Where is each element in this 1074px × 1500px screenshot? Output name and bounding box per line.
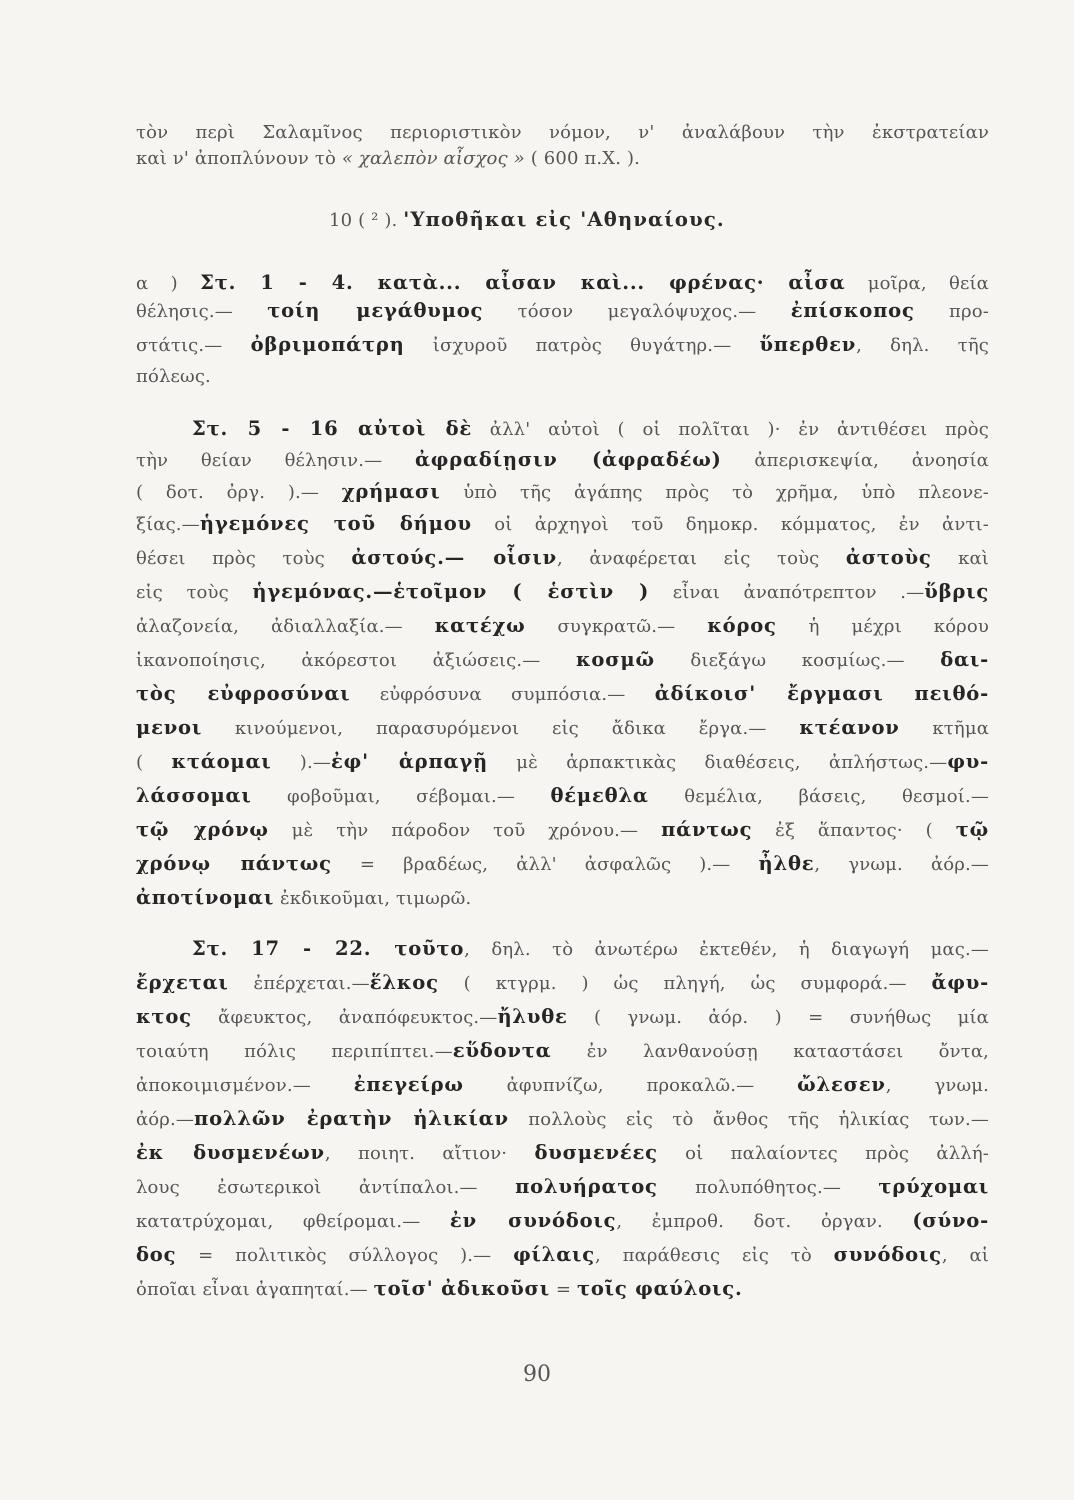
text-line — [192, 934, 989, 964]
line-text: ὁποῖαι εἶναι ἀγαπηταί.— — [136, 1279, 374, 1300]
line-text: , ἀναφέρεται εἰς τοὺς — [556, 548, 846, 569]
line-text: εἰς τοὺς — [136, 582, 253, 603]
lemma-term: τρύχομαι — [878, 1175, 989, 1198]
lemma-term: ἕλκος — [369, 971, 439, 994]
line-text: μοῖρα, θεία — [845, 273, 989, 294]
line-text: λους ἐσωτερικοὶ ἀντίπαλοι.— — [136, 1177, 516, 1198]
line-text: ἐν λανθανούσῃ καταστάσει ὄντα, — [551, 1041, 990, 1062]
line-text: , γνωμ. ἀόρ.— — [814, 854, 989, 875]
line-text: ἀλαζονεία, ἀδιαλλαξία.— — [136, 616, 435, 637]
text-line — [136, 577, 989, 607]
lemma-term: λάσσομαι — [136, 784, 252, 807]
line-text: πολλοὺς εἰς τὸ ἄνθος τῆς ἡλικίας των.— — [508, 1109, 989, 1130]
lemma-term: ἀδίκοισ' ἔργμασι πειθό- — [654, 682, 989, 705]
lemma-term: ἔρχεται — [136, 971, 229, 994]
lemma-term: πάντως — [661, 818, 753, 841]
line-text: θέλησις.— — [136, 301, 268, 322]
line-text: = πολιτικὸς σύλλογος ).— — [176, 1245, 514, 1266]
lemma-term: ἐν συνόδοις — [449, 1209, 617, 1232]
lemma-term: τῷ χρόνῳ — [136, 818, 269, 841]
lemma-term: ἡγεμόνες τοῦ δήμου — [199, 512, 472, 535]
line-text: ὑπὸ τῆς ἀγάπης πρὸς τὸ χρῆμα, ὑπὸ πλεονε- — [440, 482, 989, 503]
lemma-term: μενοι — [136, 716, 203, 739]
text-line — [136, 815, 989, 845]
line-text: ( γνωμ. ἀόρ. ) = συνήθως μία — [567, 1007, 989, 1028]
lemma-term: κοσμῶ — [575, 648, 655, 671]
text-line — [136, 1104, 989, 1134]
line-text: ἰσχυροῦ πατρὸς θυγάτηρ.— — [404, 335, 760, 356]
text-line — [136, 144, 989, 174]
lemma-term: Στ. 5 - 16 αὐτοὶ δὲ — [192, 417, 473, 440]
line-text: κινούμενοι, παρασυρόμενοι εἰς ἄδικα ἔργα.— — [202, 718, 800, 739]
line-text: πόλεως. — [136, 366, 211, 387]
line-text: , παράθεσις εἰς τὸ — [594, 1245, 834, 1266]
line-text: μὲ τὴν πάροδον τοῦ χρόνου.— — [268, 820, 662, 841]
line-text: ἐκδικοῦμαι, τιμωρῶ. — [274, 888, 472, 909]
line-text: διεξάγω κοσμίως.— — [654, 650, 941, 671]
text-line — [136, 747, 989, 777]
lemma-term: ἄφυ- — [931, 971, 990, 994]
lemma-term: κτέανον — [799, 716, 900, 739]
line-text: προ- — [914, 301, 989, 322]
line-text: τοιαύτη πόλις περιπίπτει.— — [136, 1041, 453, 1062]
line-text: ( κτγρμ. ) ὡς πληγή, ὡς συμφορά.— — [438, 973, 932, 994]
section-heading — [329, 205, 1074, 235]
text-line — [136, 296, 989, 326]
line-text: τὸν περὶ Σαλαμῖνος περιοριστικὸν νόμον, ν' ἀναλάβουν τὴν ἐκστρατείαν — [136, 122, 989, 143]
line-text: τὴν θείαν θέλησιν.— — [136, 450, 415, 471]
line-text: κτῆμα — [899, 718, 990, 739]
lemma-term: κτάομαι — [171, 750, 272, 773]
lemma-term: δυσμενέες — [534, 1141, 658, 1164]
text-line — [136, 445, 989, 475]
line-text: ἀποκοιμισμένον.— — [136, 1075, 354, 1096]
lemma-term: πολλῶν ἐρατὴν ἡλικίαν — [194, 1107, 509, 1130]
lemma-term: ἐπίσκοπος — [790, 299, 915, 322]
lemma-term: ἀστοὺς — [845, 546, 932, 569]
line-text: ( δοτ. ὀργ. ).— — [136, 482, 342, 503]
text-line — [136, 968, 989, 998]
line-text: , ἐμπροθ. δοτ. ὀργαν. — [616, 1211, 913, 1232]
line-text: , δηλ. τὸ ἀνωτέρω ἐκτεθέν, ἡ διαγωγή μας.— — [464, 939, 989, 960]
line-text: ( 600 π.Χ. ). — [524, 148, 641, 169]
lemma-term: ἐφ' ἁρπαγῇ — [331, 750, 488, 773]
line-text: στάτις.— — [136, 335, 251, 356]
line-text: , αἱ — [941, 1245, 989, 1266]
lemma-term: Στ. 1 - 4. κατὰ... αἶσαν καὶ... φρένας· αἶσα — [200, 271, 846, 294]
line-text: ἡ μέχρι κόρου — [776, 616, 989, 637]
page-number: 90 — [523, 1362, 551, 1387]
lemma-term: φίλαις — [513, 1243, 595, 1266]
line-text: ἀλλ' αὐτοὶ ( οἱ πολῖται )· ἐν ἀντιθέσει πρὸς — [472, 419, 989, 440]
line-text: συγκρατῶ.— — [525, 616, 708, 637]
lemma-term: χρήμασι — [341, 480, 441, 503]
text-line — [136, 362, 989, 392]
lemma-term: ἀστούς.— οἷσιν — [351, 546, 557, 569]
text-line — [136, 1274, 989, 1304]
text-line — [136, 645, 989, 675]
text-line — [136, 1070, 989, 1100]
lemma-term: ἡγεμόνας.—ἑτοῖμον ( ἑστὶν ) — [252, 580, 650, 603]
line-text: εὐφρόσυνα συμπόσια.— — [350, 684, 655, 705]
lemma-term: ἦλθε — [758, 852, 815, 875]
lemma-term: τοίη μεγάθυμος — [267, 299, 484, 322]
text-line — [192, 414, 989, 444]
lemma-term: κόρος — [707, 614, 777, 637]
text-line — [136, 1138, 989, 1168]
line-text: ἀπερισκεψία, ἀνοησία — [721, 450, 989, 471]
text-line — [136, 679, 989, 709]
line-text: οἱ παλαίοντες πρὸς ἀλλή- — [657, 1143, 989, 1164]
lemma-term: θέμεθλα — [550, 784, 649, 807]
lemma-term: ἐκ δυσμενέων — [136, 1141, 325, 1164]
line-text: καὶ ν' ἀποπλύνουν τὸ — [136, 148, 342, 169]
text-line — [136, 268, 989, 298]
lemma-term: ὕπερθεν — [759, 333, 857, 356]
text-line — [136, 330, 989, 360]
lemma-term: ἀφραδίῃσιν (ἀφραδέω) — [414, 448, 722, 471]
line-text: , δηλ. τῆς — [856, 335, 989, 356]
line-text: καὶ — [931, 548, 990, 569]
lemma-term: εὕδοντα — [452, 1039, 552, 1062]
line-text: κατατρύχομαι, φθείρομαι.— — [136, 1211, 450, 1232]
line-text: = βραδέως, ἀλλ' ἀσφαλῶς ).— — [331, 854, 759, 875]
text-line — [136, 883, 989, 913]
lemma-term: ἤλυθε — [497, 1005, 568, 1028]
lemma-term: ὀβριμοπάτρη — [250, 333, 405, 356]
line-text: ( — [136, 752, 172, 773]
lemma-term: ἀποτίνομαι — [136, 886, 275, 909]
text-line — [136, 713, 989, 743]
text-line — [136, 1240, 989, 1270]
text-line — [136, 1036, 989, 1066]
line-text: ξίας.— — [136, 514, 200, 535]
lemma-term: ὤλεσεν — [797, 1073, 886, 1096]
line-text: θέσει πρὸς τοὺς — [136, 548, 352, 569]
line-text: , γνωμ. — [885, 1075, 990, 1096]
line-text: = — [549, 1279, 577, 1300]
lemma-term: συνόδοις — [833, 1243, 942, 1266]
text-line — [136, 509, 989, 539]
lemma-term: τὸς εὐφροσύναι — [136, 682, 351, 705]
lemma-term: τῷ — [955, 818, 989, 841]
lemma-term: κατέχω — [434, 614, 526, 637]
text-line — [136, 1172, 989, 1202]
lemma-term: τοῖσ' ἀδικοῦσι — [373, 1277, 550, 1300]
line-text: εἶναι ἀναπότρεπτον .— — [649, 582, 925, 603]
line-text: ἐπέρχεται.— — [228, 973, 370, 994]
lemma-term: φυ- — [947, 750, 989, 773]
lemma-term: δος — [136, 1243, 177, 1266]
line-text: ἀφυπνίζω, προκαλῶ.— — [463, 1075, 798, 1096]
text-line — [136, 849, 989, 879]
text-line — [136, 611, 989, 641]
line-text: ).— — [271, 752, 332, 773]
line-text: , ποιητ. αἴτιον· — [324, 1143, 535, 1164]
text-line — [136, 1206, 989, 1236]
line-text: ἐξ ἅπαντος· ( — [752, 820, 956, 841]
quoted-phrase: « χαλεπὸν αἶσχος » — [341, 148, 525, 169]
lemma-term: τοῖς φαύλοις. — [576, 1277, 743, 1300]
lemma-term: πολυήρατος — [515, 1175, 658, 1198]
line-text: τόσον μεγαλόψυχος.— — [483, 301, 791, 322]
line-text: α ) — [136, 273, 201, 294]
lemma-term: 'Υποθῆκαι εἰς 'Αθηναίους. — [403, 208, 725, 231]
line-text: θεμέλια, βάσεις, θεσμοί.— — [648, 786, 989, 807]
line-text: μὲ ἁρπακτικὰς διαθέσεις, ἀπλήστως.— — [487, 752, 948, 773]
line-text: ἄφευκτος, ἀναπόφευκτος.— — [191, 1007, 498, 1028]
line-text: οἱ ἀρχηγοὶ τοῦ δημοκρ. κόμματος, ἐν ἀντι- — [471, 514, 990, 535]
line-text: 10 ( ² ). — [329, 210, 404, 231]
lemma-term: Στ. 17 - 22. τοῦτο — [192, 937, 465, 960]
line-text: ἀόρ.— — [136, 1109, 195, 1130]
text-line — [136, 1002, 989, 1032]
text-line — [136, 781, 989, 811]
line-text: φοβοῦμαι, σέβομαι.— — [251, 786, 551, 807]
text-line — [136, 543, 989, 573]
text-line — [136, 477, 989, 507]
line-text: ἱκανοποίησις, ἀκόρεστοι ἀξιώσεις.— — [136, 650, 576, 671]
line-text: πολυπόθητος.— — [657, 1177, 879, 1198]
lemma-term: ὕβρις — [924, 580, 990, 603]
lemma-term: ἐπεγείρω — [353, 1073, 464, 1096]
lemma-term: δαι- — [940, 648, 989, 671]
lemma-term: (σύνο- — [912, 1209, 989, 1232]
lemma-term: κτος — [136, 1005, 192, 1028]
lemma-term: χρόνῳ πάντως — [136, 852, 332, 875]
